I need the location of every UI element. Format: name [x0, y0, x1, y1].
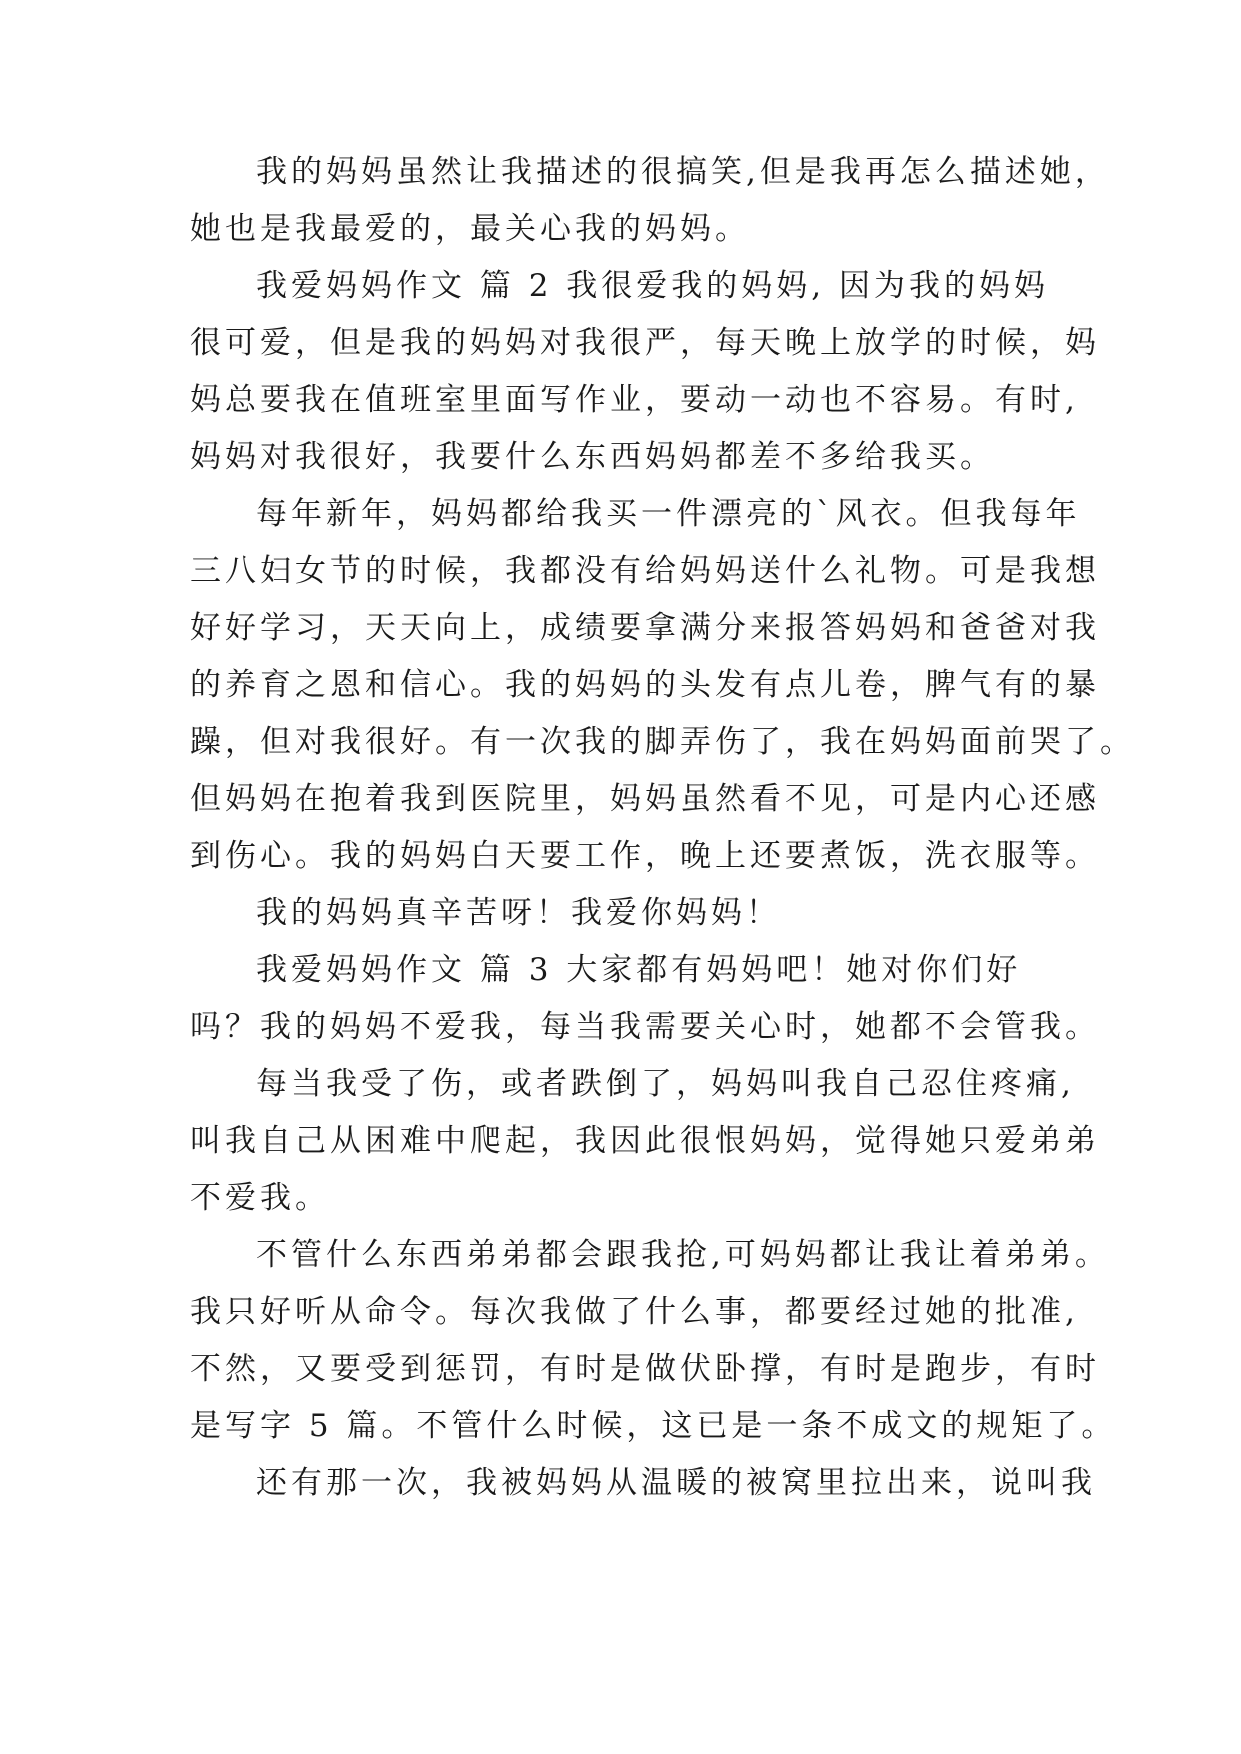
text-line: 叫我自己从困难中爬起，我因此很恨妈妈，觉得她只爱弟弟	[190, 1123, 1100, 1159]
text-line: 妈妈对我很好，我要什么东西妈妈都差不多给我买。	[190, 439, 995, 475]
text-line: 三八妇女节的时候，我都没有给妈妈送什么礼物。可是我想	[190, 553, 1100, 589]
text-line: 我爱妈妈作文 篇 2 我很爱我的妈妈, 因为我的妈妈	[256, 268, 1049, 304]
text-line: 不管什么东西弟弟都会跟我抢,可妈妈都让我让着弟弟。	[256, 1237, 1110, 1273]
text-line: 我的妈妈真辛苦呀！我爱你妈妈！	[256, 895, 781, 931]
text-line: 还有那一次，我被妈妈从温暖的被窝里拉出来，说叫我	[256, 1465, 1096, 1501]
text-line: 很可爱，但是我的妈妈对我很严，每天晚上放学的时候，妈	[190, 325, 1100, 361]
text-line: 好好学习，天天向上，成绩要拿满分来报答妈妈和爸爸对我	[190, 610, 1100, 646]
text-line: 我爱妈妈作文 篇 3 大家都有妈妈吧！她对你们好	[256, 952, 1022, 988]
text-line: 每年新年，妈妈都给我买一件漂亮的`风衣。但我每年	[256, 496, 1081, 532]
text-line: 躁，但对我很好。有一次我的脚弄伤了，我在妈妈面前哭了。	[190, 724, 1135, 760]
text-line: 妈总要我在值班室里面写作业，要动一动也不容易。有时,	[190, 382, 1079, 418]
text-line: 不然，又要受到惩罚，有时是做伏卧撑，有时是跑步，有时	[190, 1351, 1100, 1387]
text-line: 的养育之恩和信心。我的妈妈的头发有点儿卷，脾气有的暴	[190, 667, 1100, 703]
text-line: 每当我受了伤，或者跌倒了，妈妈叫我自己忍住疼痛,	[256, 1066, 1075, 1102]
text-line: 不爱我。	[190, 1180, 330, 1216]
text-line: 但妈妈在抱着我到医院里，妈妈虽然看不见，可是内心还感	[190, 781, 1100, 817]
text-line: 她也是我最爱的，最关心我的妈妈。	[190, 211, 750, 247]
text-line: 是写字 5 篇。不管什么时候，这已是一条不成文的规矩了。	[190, 1408, 1117, 1444]
text-line: 我的妈妈虽然让我描述的很搞笑,但是我再怎么描述她，	[256, 154, 1110, 190]
text-line: 到伤心。我的妈妈白天要工作，晚上还要煮饭，洗衣服等。	[190, 838, 1100, 874]
text-line: 吗？我的妈妈不爱我，每当我需要关心时，她都不会管我。	[190, 1009, 1100, 1045]
text-line: 我只好听从命令。每次我做了什么事，都要经过她的批准,	[190, 1294, 1079, 1330]
